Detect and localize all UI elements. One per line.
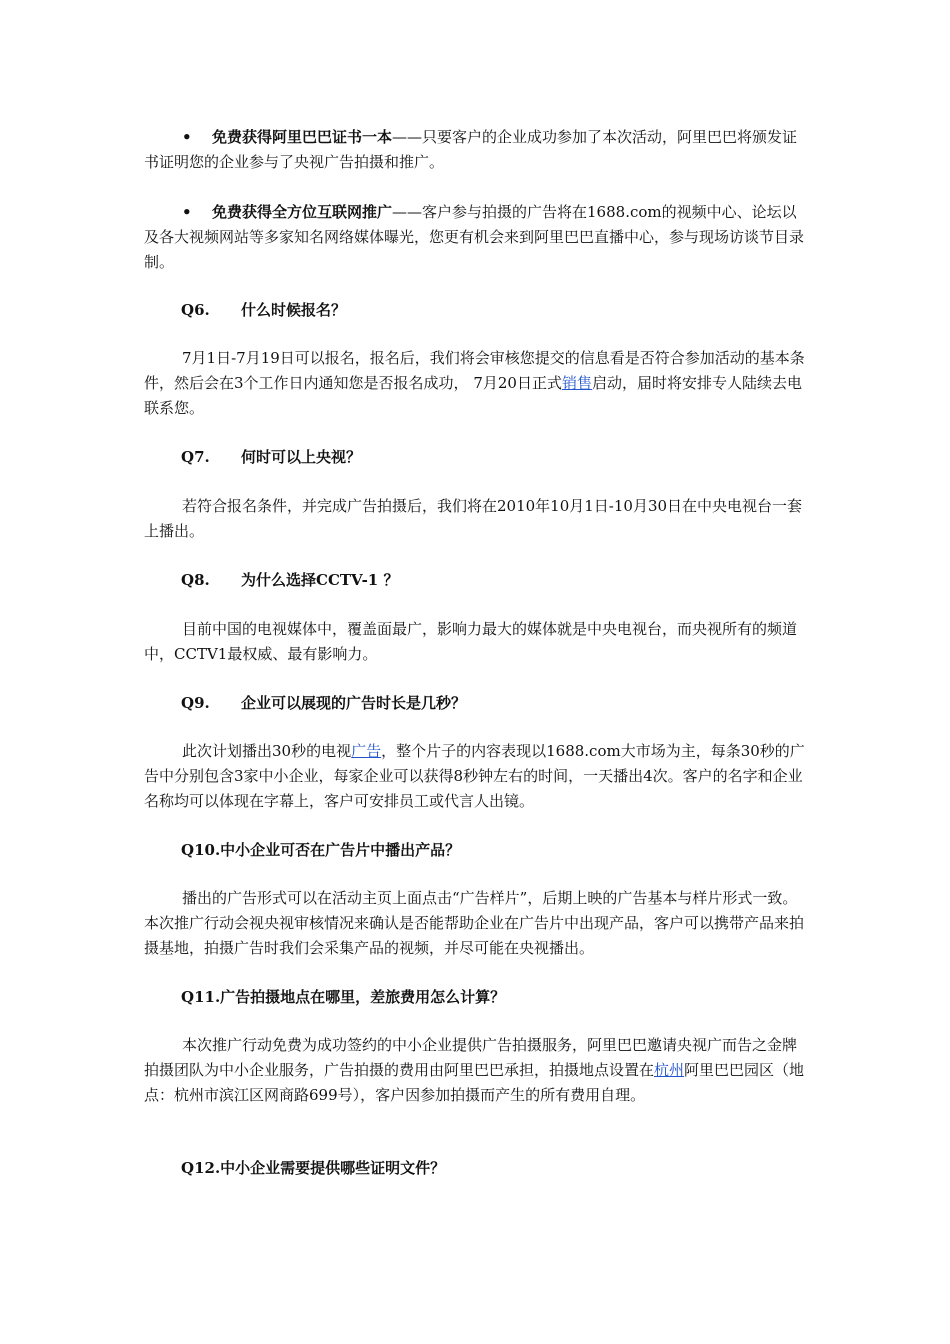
answer-text: 本次推广行动免费为成功签约的中小企业提供广告拍摄服务，阿里巴巴邀请央视广而告之金牌拍摄团队为中小企业服务，广告拍摄的费用由阿里巴巴承担，拍摄地点设置在 (144, 1036, 798, 1079)
question-number: Q9. (181, 694, 210, 712)
question-6 (181, 298, 346, 323)
question-title: Q11.广告拍摄地点在哪里，差旅费用怎么计算？ (181, 988, 506, 1006)
bullet-text: ——只要客户的企业成功参加了本次活动，阿里巴巴将颁发证书证明您的企业参与了央视广告拍摄和推广。 (144, 128, 798, 171)
answer-text: 目前中国的电视媒体中，覆盖面最广，影响力最大的媒体就是中央电视台，而央视所有的频道中，CCTV1最权威、最有影响力。 (144, 620, 798, 663)
answer-text: 播出的广告形式可以在活动主页上面点击“广告样片”，后期上映的广告基本与样片形式一致。本次推广行动会视央视审核情况来确认是否能帮助企业在广告片中出现产品，客户可以携带产品来拍摄基地，拍摄广告时我们会采集产品的视频，并尽可能在央视播出。 (144, 889, 805, 957)
answer-6 (144, 346, 808, 421)
question-9 (181, 691, 466, 716)
bullet-dot: • (182, 203, 192, 221)
bullet-dot: • (182, 128, 192, 146)
answer-text: 7月1日-7月19日可以报名，报名后，我们将会审核您提交的信息看是否符合参加活动的基本条件，然后会在3个工作日内通知您是否报名成功， 7月20日正式 (144, 349, 805, 392)
sales-link[interactable]: 销售 (561, 374, 592, 392)
question-title: Q10.中小企业可否在广告片中播出产品？ (181, 841, 461, 859)
question-number: Q7. (181, 448, 210, 466)
answer-text: 阿里巴巴园区（地点：杭州市滨江区网商路699号），客户因参加拍摄而产生的所有费用自理。 (144, 1061, 805, 1104)
answer-text: ，整个片子的内容表现以1688.com大市场为主，每条30秒的广告中分别包含3家中小企业，每家企业可以获得8秒钟左右的时间，一天播出4次。客户的名字和企业名称均可以体现在字幕上，客户可安排员工或代言人出镜。 (144, 742, 805, 810)
question-7 (181, 445, 361, 470)
question-number: Q6. (181, 301, 210, 319)
bullet-heading: 免费获得全方位互联网推广 (212, 203, 393, 221)
answer-text: 此次计划播出30秒的电视 (182, 742, 352, 760)
question-11 (181, 985, 505, 1010)
question-number: Q8. (181, 571, 210, 589)
question-10 (181, 838, 460, 863)
question-12 (181, 1156, 445, 1181)
hangzhou-link[interactable]: 杭州 (654, 1061, 685, 1079)
answer-11 (144, 1033, 808, 1108)
bullet-certificate (144, 125, 808, 175)
question-title: 何时可以上央视？ (241, 448, 362, 466)
answer-9 (144, 739, 808, 814)
question-8 (181, 568, 398, 593)
question-title: Q12.中小企业需要提供哪些证明文件？ (181, 1159, 446, 1177)
answer-7 (144, 494, 808, 544)
question-title: 企业可以展现的广告时长是几秒？ (241, 694, 467, 712)
answer-10 (144, 886, 808, 961)
bullet-internet-promotion (144, 200, 808, 275)
bullet-text: ——客户参与拍摄的广告将在1688.com的视频中心、论坛以及各大视频网站等多家知名网络媒体曝光，您更有机会来到阿里巴巴直播中心，参与现场访谈节目录制。 (144, 203, 805, 271)
advertising-link[interactable]: 广告 (351, 742, 382, 760)
answer-8 (144, 617, 808, 667)
question-title: 什么时候报名？ (241, 301, 347, 319)
answer-text: 启动，届时将安排专人陆续去电联系您。 (144, 374, 802, 417)
answer-text: 若符合报名条件，并完成广告拍摄后，我们将在2010年10月1日-10月30日在中央电视台一套上播出。 (144, 497, 803, 540)
bullet-heading: 免费获得阿里巴巴证书一本 (212, 128, 393, 146)
question-title: 为什么选择CCTV-1 ？ (241, 571, 399, 589)
